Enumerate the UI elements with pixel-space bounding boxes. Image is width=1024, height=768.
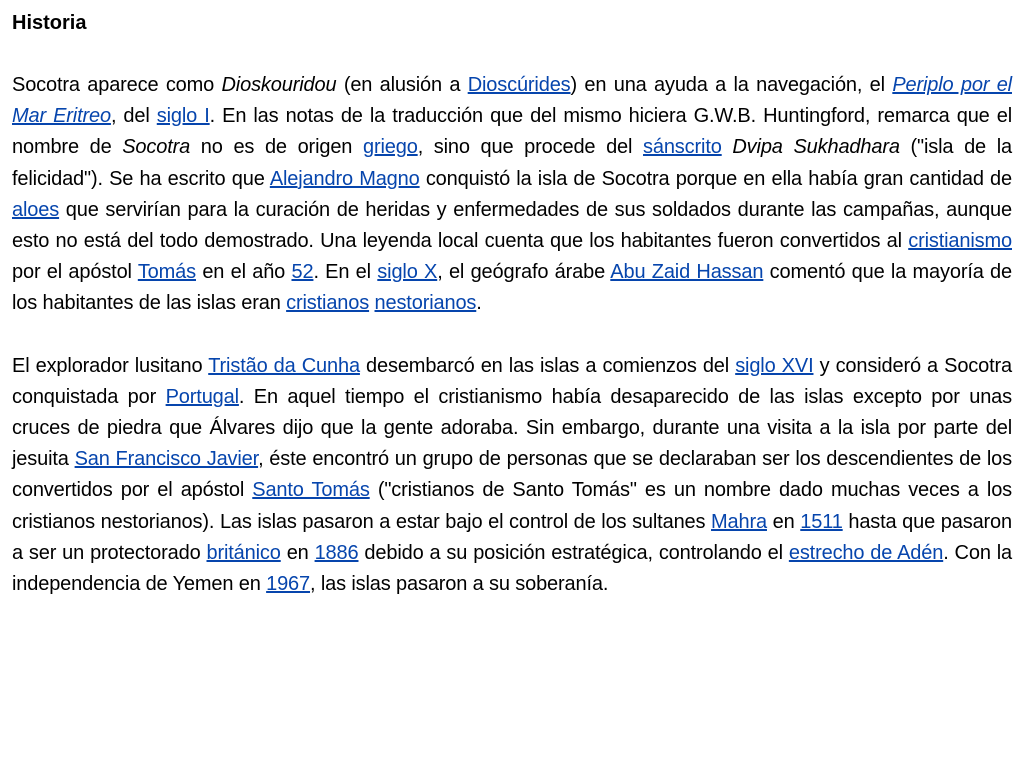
body-text: en bbox=[280, 541, 315, 564]
body-text: hasta que pasaron a ser un protectorado bbox=[12, 510, 1012, 564]
body-text: , las islas pasaron a su soberanía. bbox=[310, 573, 609, 596]
body-text: , del bbox=[110, 105, 157, 128]
link-portugal[interactable]: Portugal bbox=[165, 385, 239, 408]
link-cristianismo[interactable]: cristianismo bbox=[908, 230, 1012, 253]
body-text: Socotra aparece como bbox=[12, 74, 222, 96]
body-text: (en alusión a bbox=[336, 74, 468, 96]
body-text: , el geógrafo árabe bbox=[437, 261, 611, 284]
italic-term: Dvipa Sukhadhara bbox=[732, 136, 900, 159]
body-text: conquistó la isla de Socotra porque en ella había gran cantidad de bbox=[419, 167, 1012, 190]
link-griego[interactable]: griego bbox=[362, 136, 418, 159]
body-text: , sino que procede del bbox=[417, 136, 644, 159]
body-text: El explorador lusitano bbox=[12, 354, 209, 377]
body-text: ) en una ayuda a la navegación, el bbox=[570, 74, 893, 96]
link-siglo-x[interactable]: siglo X bbox=[377, 261, 438, 284]
link-británico[interactable]: británico bbox=[206, 541, 281, 564]
body-text: ("isla de la felicidad"). Se ha escrito que bbox=[12, 136, 1012, 190]
link-abu-zaid-hassan[interactable]: Abu Zaid Hassan bbox=[610, 261, 764, 284]
link-santo-tomás[interactable]: Santo Tomás bbox=[252, 479, 370, 502]
link-dioscúrides[interactable]: Dioscúrides bbox=[467, 74, 571, 96]
link-1886[interactable]: 1886 bbox=[314, 541, 359, 564]
link-estrecho-de-adén[interactable]: estrecho de Adén bbox=[788, 541, 944, 564]
body-text: . Con la independencia de Yemen en bbox=[12, 541, 1012, 596]
body-text: desembarcó en las islas a comienzos del bbox=[359, 354, 736, 377]
body-text: ("cristianos de Santo Tomás" es un nombre dado muchas veces a los cristianos nestorianos). Las islas pasaron a estar bajo el control de los sultanes bbox=[12, 479, 1013, 533]
link-aloes[interactable]: aloes bbox=[12, 198, 60, 221]
body-text: . bbox=[476, 292, 482, 315]
link-siglo-i[interactable]: siglo I bbox=[156, 105, 210, 128]
body-text: no es de origen bbox=[190, 136, 363, 159]
link-52[interactable]: 52 bbox=[291, 261, 314, 284]
link-nestorianos[interactable]: nestorianos bbox=[374, 292, 477, 315]
link-tomás[interactable]: Tomás bbox=[137, 261, 196, 284]
body-text: en el año bbox=[196, 261, 292, 284]
link-mahra[interactable]: Mahra bbox=[711, 510, 767, 533]
link-text[interactable]: Periplo por el Mar Eritreo bbox=[12, 74, 1012, 128]
body-text: debido a su posición estratégica, controlando el bbox=[358, 541, 789, 564]
body-text: que servirían para la curación de heridas y enfermedades de sus soldados durante las campañas, aunque esto no está del todo demostrado. Una leyenda local cuenta que los habitantes fueron convertidos al bbox=[12, 198, 1012, 253]
body-text: por el apóstol bbox=[12, 261, 138, 284]
link-alejandro-magno[interactable]: Alejandro Magno bbox=[269, 167, 420, 190]
link-siglo-xvi[interactable]: siglo XVI bbox=[735, 354, 814, 377]
body-text: comentó que la mayoría de los habitantes de las islas eran bbox=[12, 261, 1013, 315]
paragraph-2 bbox=[12, 351, 1012, 601]
section-title: Historia bbox=[12, 12, 87, 34]
body-text: . En el bbox=[313, 261, 378, 284]
body-text: . En aquel tiempo el cristianismo había desaparecido de las islas excepto por unas cruces de piedra que Álvares dijo que la gente adoraba. Sin embargo, durante una visita a la isla por parte del jesuita bbox=[12, 385, 1012, 471]
spacer bbox=[12, 320, 1012, 351]
link-1511[interactable]: 1511 bbox=[800, 510, 843, 533]
italic-term: Socotra bbox=[122, 136, 191, 159]
body-text: . En las notas de la traducción que del mismo hiciera G.W.B. Huntingford, remarca que el nombre de bbox=[12, 105, 1012, 159]
spacer bbox=[12, 39, 1012, 70]
link-san-francisco-javier[interactable]: San Francisco Javier bbox=[74, 448, 259, 471]
body-text: y consideró a Socotra conquistada por bbox=[12, 354, 1013, 408]
link-tristão-da-cunha[interactable]: Tristão da Cunha bbox=[208, 354, 360, 377]
link-cristianos[interactable]: cristianos bbox=[286, 292, 370, 315]
link-sánscrito[interactable]: sánscrito bbox=[643, 136, 722, 159]
body-text: , éste encontró un grupo de personas que se declaraban ser los descendientes de los convertidos por el apóstol bbox=[12, 448, 1013, 502]
body-text bbox=[722, 136, 733, 158]
link-1967[interactable]: 1967 bbox=[266, 573, 311, 596]
italic-term: Dioskouridou bbox=[221, 74, 337, 96]
body-text: en bbox=[766, 510, 801, 533]
paragraph-1 bbox=[12, 70, 1012, 320]
